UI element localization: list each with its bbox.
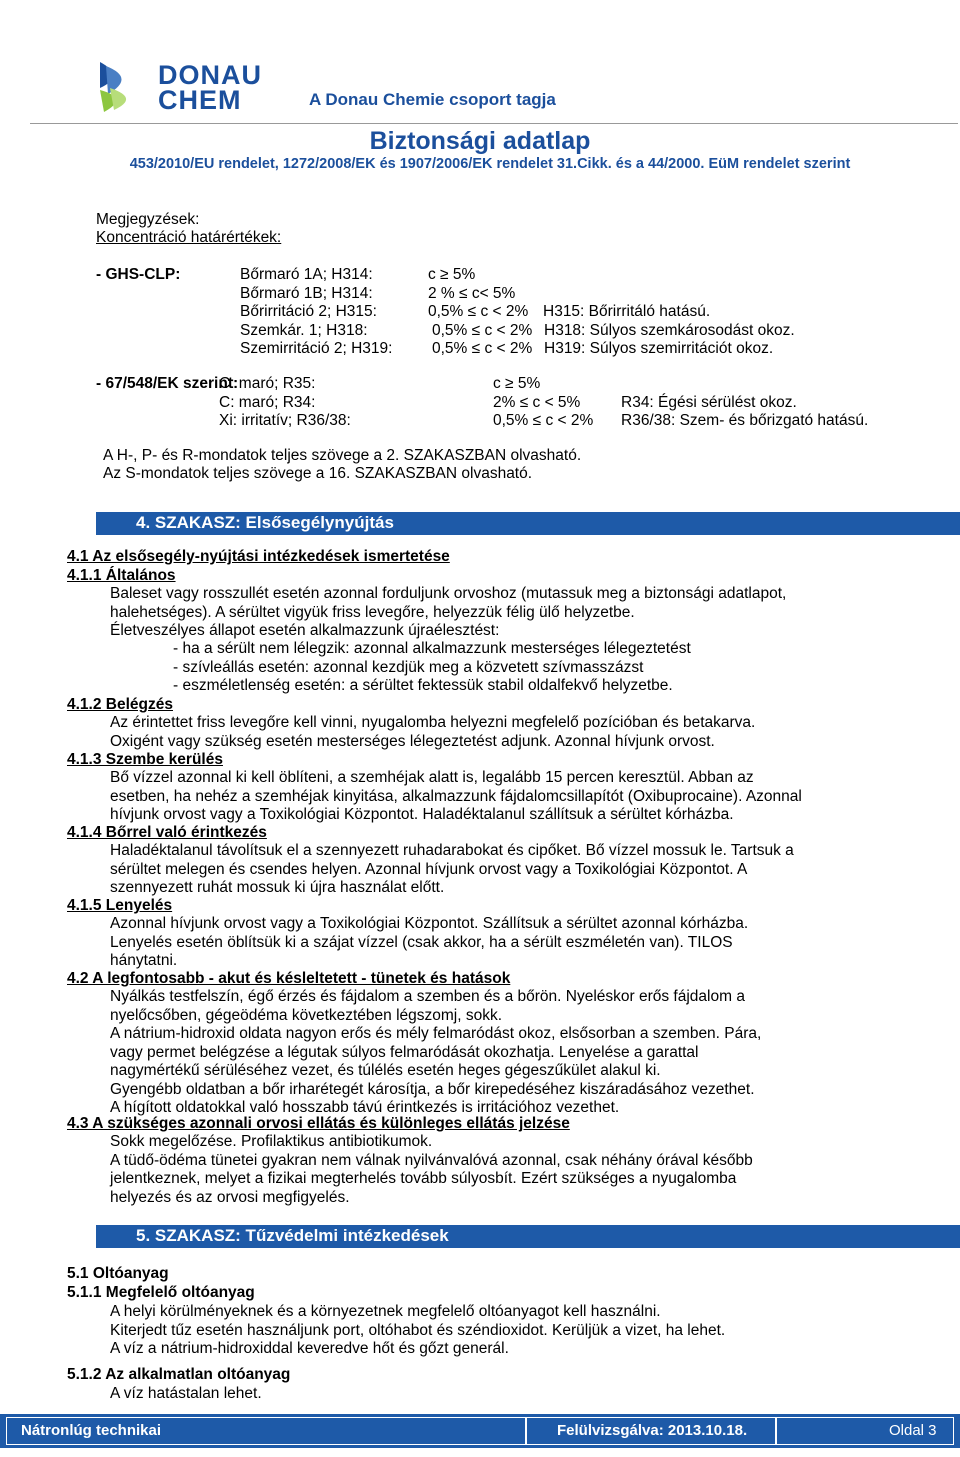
footer-revision-date: Felülvizsgálva: 2013.10.18.: [526, 1417, 776, 1445]
text-line: helyezés és az orvosi megfigyelés.: [110, 1188, 350, 1206]
heading-4-1: 4.1 Az elsősegély-nyújtási intézkedések ismertetése: [67, 548, 450, 565]
text-line: A hígított oldatokkal való hosszabb távú érintkezés is irritációhoz vezethet.: [110, 1099, 620, 1116]
document-title: Biztonsági adatlap: [369, 127, 591, 155]
text-line: Nyálkás testfelszín, égő érzés és fájdalom a szemben és a bőrön. Nyeléskor erős fájdalom a: [110, 988, 745, 1005]
ek-row-note: R34: Égési sérülést okoz.: [621, 393, 797, 411]
text-line: Kiterjedt tűz esetén használjunk port, oltóhabot és széndioxidot. Kerüljük a vizet, ha lehet.: [110, 1321, 726, 1339]
text-line: A víz a nátrium-hidroxiddal keveredve hőt és gőzt generál.: [110, 1340, 509, 1357]
ghs-row-note: H318: Súlyos szemkárosodást okoz.: [544, 321, 795, 339]
text-line: esetben, ha nehéz a szemhéjak kinyitása, alkalmazzunk fájdalomcsillapítót (Oxibuprocaine). Azonnal: [110, 787, 802, 805]
ghs-row-limit: c ≥ 5%: [428, 266, 476, 283]
ghs-row-limit: 0,5% ≤ c < 2%: [428, 303, 529, 320]
list-item: - ha a sérült nem lélegzik: azonnal alkalmazzunk mesterséges lélegeztetést: [173, 640, 691, 657]
heading-4-1-3: 4.1.3 Szembe kerülés: [67, 751, 223, 768]
text-line: Gyengébb oldatban a bőr irharétegét károsítja, a bőr kirepedéséhez kiszáradásához vezethet.: [110, 1080, 755, 1098]
heading-4-1-2: 4.1.2 Belégzés: [67, 696, 173, 713]
donau-chem-emblem-icon: [96, 58, 156, 114]
footer-product-name: Nátronlúg technikai: [6, 1417, 526, 1445]
ek-row-limit: 0,5% ≤ c < 2%: [493, 412, 594, 429]
heading-4-3: 4.3 A szükséges azonnali orvosi ellátás és különleges ellátás jelzése: [67, 1115, 570, 1132]
list-item: - eszméletlenség esetén: a sérültet fektessük stabil oldalfekvő helyzetbe.: [173, 677, 673, 694]
text-line: Bő vízzel azonnal ki kell öblíteni, a szemhéjak alatt is, legalább 15 percen keresztül. Abban az: [110, 769, 754, 786]
ghs-clp-label: - GHS-CLP:: [96, 266, 181, 283]
heading-5-1-2: 5.1.2 Az alkalmatlan oltóanyag: [67, 1366, 291, 1383]
text-line: Azonnal hívjunk orvost vagy a Toxikológiai Központot. Szállítsuk a sérültet azonnal kórházba.: [110, 915, 749, 932]
text-line: Baleset vagy rosszullét esetén azonnal forduljunk orvoshoz (mutassuk meg a biztonsági adatlapot,: [110, 585, 787, 602]
ghs-row-class: Bőrmaró 1A; H314:: [240, 266, 373, 283]
ek-row-class: C: maró; R35:: [219, 375, 316, 392]
heading-4-2: 4.2 A legfontosabb - akut és késleltetett - tünetek és hatások: [67, 970, 511, 987]
text-line: halehetséges). A sérültet vigyük friss levegőre, helyezzük félig ülő helyzetbe.: [110, 603, 635, 621]
section-5-bar: 5. SZAKASZ: Tűzvédelmi intézkedések: [96, 1225, 960, 1248]
concentration-limits-heading: Koncentráció határértékek:: [96, 229, 282, 246]
ghs-row-limit: 0,5% ≤ c < 2%: [432, 321, 533, 339]
heading-4-1-5: 4.1.5 Lenyelés: [67, 897, 173, 914]
text-line: jelentkeznek, melyet a fizikai megterhelés tovább súlyosbít. Ezért szükséges a nyugalomba: [110, 1170, 737, 1187]
logo-text-top: DONAU: [158, 60, 262, 90]
text-line: szennyezett ruhát mossuk ki újra használat előtt.: [110, 879, 445, 896]
text-line: A víz hatástalan lehet.: [110, 1385, 262, 1402]
header-divider: [30, 123, 958, 124]
text-line: nagymértékű sérüléséhez vezet, és túlélés esetén heges gégeszűkület alakul ki.: [110, 1062, 661, 1079]
ghs-row-note: H315: Bőrirritáló hatású.: [543, 303, 711, 320]
text-line: Sokk megelőzése. Profilaktikus antibiotikumok.: [110, 1133, 433, 1150]
text-line: Lenyelés esetén öblítsük ki a szájat vízzel (csak akkor, ha a sérült eszméletén van). TILOS: [110, 933, 733, 951]
ghs-row-class: Bőrmaró 1B; H314:: [240, 284, 373, 302]
list-item: - szívleállás esetén: azonnal kezdjük meg a közvetett szívmasszázst: [173, 658, 644, 676]
notes-heading: Megjegyzések:: [96, 211, 200, 228]
logo-tagline: A Donau Chemie csoport tagja: [309, 90, 556, 109]
company-logo: [96, 58, 696, 114]
text-line: A nátrium-hidroxid oldata nagyon erős és mély felmaródást okoz, elsősorban a szemben. Pára,: [110, 1025, 762, 1042]
heading-5-1: 5.1 Oltóanyag: [67, 1265, 169, 1282]
h-statements-note: A H-, P- és R-mondatok teljes szövege a 2. SZAKASZBAN olvasható.: [103, 447, 582, 464]
heading-4-1-4: 4.1.4 Bőrrel való érintkezés: [67, 824, 267, 841]
text-line: vagy permet belégzése a légutak súlyos felmaródását okozhatja. Lenyelése a garattal: [110, 1043, 699, 1061]
ek-row-limit: c ≥ 5%: [493, 375, 541, 392]
ghs-row-class: Bőrirritáció 2; H315:: [240, 303, 377, 320]
logo-text-bottom: CHEM: [158, 85, 242, 115]
ek-row-class: C: maró; R34:: [219, 393, 316, 411]
text-line: A tüdő-ödéma tünetei gyakran nem válnak nyilvánvalóvá azonnal, csak néhány órával később: [110, 1151, 753, 1169]
page-footer: [0, 1414, 960, 1448]
ek-label: - 67/548/EK szerint:: [96, 375, 239, 392]
text-line: nyelőcsőben, gégeödéma következtében légszomj, sokk.: [110, 1006, 503, 1024]
footer-page-number: Oldal 3: [776, 1417, 954, 1445]
heading-4-1-1: 4.1.1 Általános: [67, 567, 176, 584]
ghs-row-limit: 2 % ≤ c< 5%: [428, 284, 516, 302]
ghs-row-class: Szemirritáció 2; H319:: [240, 340, 393, 357]
text-line: hívjunk orvost vagy a Toxikológiai Központot. Haladéktalanul szállítsuk a sérültet kórházba.: [110, 806, 734, 823]
ghs-row-limit: 0,5% ≤ c < 2%: [432, 340, 533, 357]
text-line: Oxigént vagy szükség esetén mesterséges lélegeztetést adjunk. Azonnal hívjunk orvost.: [110, 732, 715, 750]
text-line: sérültet melegen és csendes helyen. Azonnal hívjunk orvost vagy a Toxikológiai Központot. A: [110, 860, 748, 878]
section-4-bar: 4. SZAKASZ: Elsősegélynyújtás: [96, 512, 960, 535]
text-line: Életveszélyes állapot esetén alkalmazzunk újraélesztést:: [110, 622, 500, 639]
text-line: A helyi körülményeknek és a környezetnek megfelelő oltóanyagot kell használni.: [110, 1303, 661, 1320]
s-statements-note: Az S-mondatok teljes szövege a 16. SZAKASZBAN olvasható.: [103, 465, 533, 482]
heading-5-1-1: 5.1.1 Megfelelő oltóanyag: [67, 1284, 255, 1301]
ek-row-class: Xi: irritatív; R36/38:: [219, 412, 351, 429]
text-line: Az érintettet friss levegőre kell vinni, nyugalomba helyezni megfelelő pozícióban és betakarva.: [110, 714, 756, 731]
text-line: Haladéktalanul távolítsuk el a szennyezett ruhadarabokat és cipőket. Bő vízzel mossuk le. Tartsuk a: [110, 842, 794, 859]
ek-row-note: R36/38: Szem- és bőrizgató hatású.: [621, 412, 869, 429]
ghs-row-class: Szemkár. 1; H318:: [240, 321, 368, 339]
ghs-row-note: H319: Súlyos szemirritációt okoz.: [544, 340, 774, 357]
ek-row-limit: 2% ≤ c < 5%: [493, 393, 581, 411]
regulation-line: 453/2010/EU rendelet, 1272/2008/EK és 1907/2006/EK rendelet 31.Cikk. és a 44/2000. EüM rendelet szerint: [129, 156, 851, 172]
text-line: hánytatni.: [110, 952, 178, 969]
